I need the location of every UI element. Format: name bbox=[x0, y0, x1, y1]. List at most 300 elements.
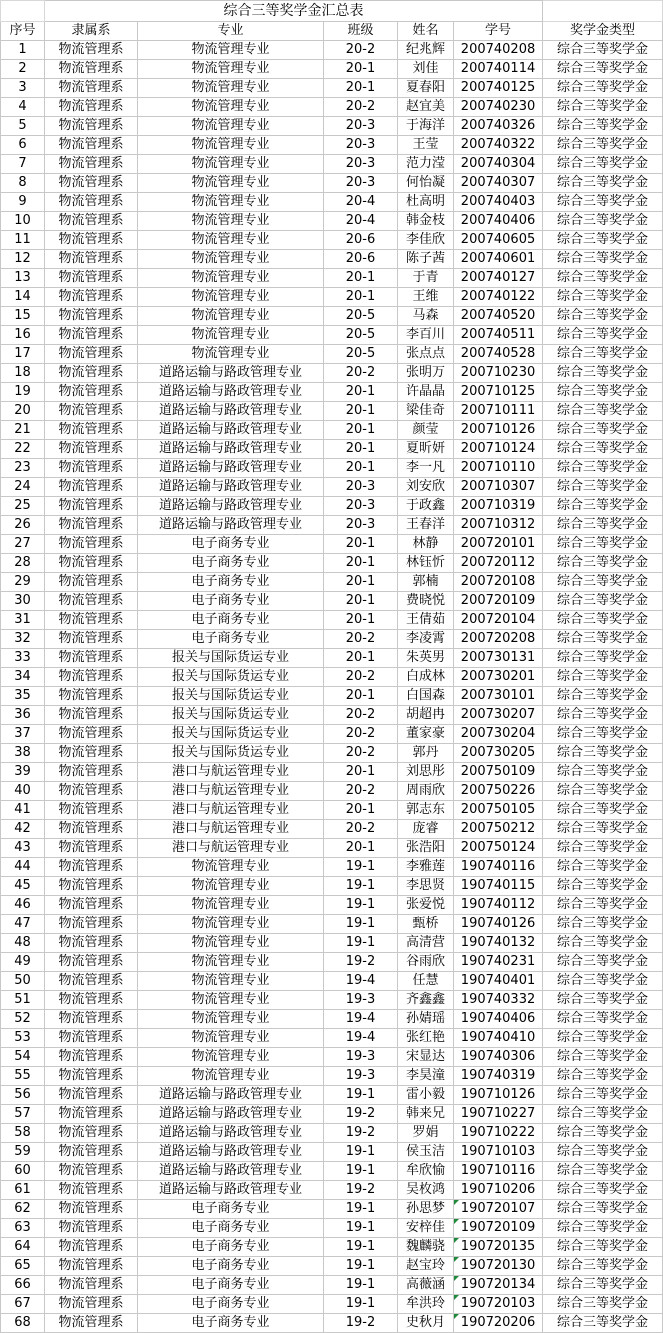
cell-department[interactable]: 物流管理系 bbox=[45, 288, 138, 307]
cell-department[interactable]: 物流管理系 bbox=[45, 1200, 138, 1219]
table-title[interactable]: 综合三等奖学金汇总表 bbox=[45, 1, 543, 22]
cell-student-id[interactable]: 200740127 bbox=[454, 269, 543, 288]
cell-department[interactable]: 物流管理系 bbox=[45, 421, 138, 440]
cell-scholarship-type[interactable]: 综合三等奖学金 bbox=[543, 1200, 663, 1219]
cell-name[interactable]: 王莹 bbox=[398, 136, 454, 155]
cell-student-id[interactable]: 200710124 bbox=[454, 440, 543, 459]
cell-student-id[interactable]: 190740306 bbox=[454, 1048, 543, 1067]
cell-student-id[interactable]: 190720135 bbox=[454, 1238, 543, 1257]
cell-scholarship-type[interactable]: 综合三等奖学金 bbox=[543, 972, 663, 991]
cell-department[interactable]: 物流管理系 bbox=[45, 212, 138, 231]
cell-index[interactable]: 39 bbox=[1, 763, 45, 782]
cell-scholarship-type[interactable]: 综合三等奖学金 bbox=[543, 516, 663, 535]
cell-name[interactable]: 刘思彤 bbox=[398, 763, 454, 782]
cell-department[interactable]: 物流管理系 bbox=[45, 269, 138, 288]
cell-name[interactable]: 许晶晶 bbox=[398, 383, 454, 402]
cell-class[interactable]: 19-1 bbox=[324, 1143, 398, 1162]
cell-major[interactable]: 道路运输与路政管理专业 bbox=[138, 364, 324, 383]
title-blank-cell[interactable] bbox=[1, 1, 45, 22]
cell-name[interactable]: 朱英男 bbox=[398, 649, 454, 668]
cell-name[interactable]: 白国森 bbox=[398, 687, 454, 706]
cell-major[interactable]: 电子商务专业 bbox=[138, 611, 324, 630]
cell-name[interactable]: 孙婧瑶 bbox=[398, 1010, 454, 1029]
cell-student-id[interactable]: 190720134 bbox=[454, 1276, 543, 1295]
cell-scholarship-type[interactable]: 综合三等奖学金 bbox=[543, 801, 663, 820]
cell-index[interactable]: 45 bbox=[1, 877, 45, 896]
cell-index[interactable]: 57 bbox=[1, 1105, 45, 1124]
cell-scholarship-type[interactable]: 综合三等奖学金 bbox=[543, 98, 663, 117]
cell-scholarship-type[interactable]: 综合三等奖学金 bbox=[543, 250, 663, 269]
cell-department[interactable]: 物流管理系 bbox=[45, 307, 138, 326]
cell-major[interactable]: 报关与国际货运专业 bbox=[138, 649, 324, 668]
cell-name[interactable]: 侯玉洁 bbox=[398, 1143, 454, 1162]
cell-index[interactable]: 3 bbox=[1, 79, 45, 98]
cell-index[interactable]: 15 bbox=[1, 307, 45, 326]
cell-student-id[interactable]: 200730101 bbox=[454, 687, 543, 706]
cell-major[interactable]: 电子商务专业 bbox=[138, 1200, 324, 1219]
cell-student-id[interactable]: 200710307 bbox=[454, 478, 543, 497]
cell-student-id[interactable]: 190710227 bbox=[454, 1105, 543, 1124]
cell-class[interactable]: 19-1 bbox=[324, 877, 398, 896]
cell-class[interactable]: 19-2 bbox=[324, 1181, 398, 1200]
cell-department[interactable]: 物流管理系 bbox=[45, 877, 138, 896]
cell-student-id[interactable]: 190740132 bbox=[454, 934, 543, 953]
cell-index[interactable]: 21 bbox=[1, 421, 45, 440]
cell-index[interactable]: 41 bbox=[1, 801, 45, 820]
cell-major[interactable]: 港口与航运管理专业 bbox=[138, 820, 324, 839]
cell-name[interactable]: 夏昕妍 bbox=[398, 440, 454, 459]
cell-scholarship-type[interactable]: 综合三等奖学金 bbox=[543, 687, 663, 706]
cell-index[interactable]: 68 bbox=[1, 1314, 45, 1333]
cell-department[interactable]: 物流管理系 bbox=[45, 98, 138, 117]
cell-student-id[interactable]: 200740322 bbox=[454, 136, 543, 155]
cell-name[interactable]: 梁佳奇 bbox=[398, 402, 454, 421]
cell-scholarship-type[interactable]: 综合三等奖学金 bbox=[543, 782, 663, 801]
cell-index[interactable]: 27 bbox=[1, 535, 45, 554]
cell-class[interactable]: 19-3 bbox=[324, 1067, 398, 1086]
cell-department[interactable]: 物流管理系 bbox=[45, 763, 138, 782]
cell-index[interactable]: 64 bbox=[1, 1238, 45, 1257]
cell-scholarship-type[interactable]: 综合三等奖学金 bbox=[543, 934, 663, 953]
cell-major[interactable]: 物流管理专业 bbox=[138, 972, 324, 991]
cell-department[interactable]: 物流管理系 bbox=[45, 440, 138, 459]
cell-index[interactable]: 55 bbox=[1, 1067, 45, 1086]
cell-name[interactable]: 张浩阳 bbox=[398, 839, 454, 858]
cell-student-id[interactable]: 190740231 bbox=[454, 953, 543, 972]
cell-department[interactable]: 物流管理系 bbox=[45, 725, 138, 744]
cell-name[interactable]: 李昊潼 bbox=[398, 1067, 454, 1086]
cell-major[interactable]: 报关与国际货运专业 bbox=[138, 668, 324, 687]
cell-student-id[interactable]: 200740601 bbox=[454, 250, 543, 269]
cell-class[interactable]: 20-1 bbox=[324, 535, 398, 554]
cell-class[interactable]: 20-3 bbox=[324, 136, 398, 155]
cell-class[interactable]: 19-2 bbox=[324, 1105, 398, 1124]
cell-student-id[interactable]: 200730207 bbox=[454, 706, 543, 725]
cell-scholarship-type[interactable]: 综合三等奖学金 bbox=[543, 1086, 663, 1105]
cell-index[interactable]: 32 bbox=[1, 630, 45, 649]
cell-index[interactable]: 10 bbox=[1, 212, 45, 231]
cell-scholarship-type[interactable]: 综合三等奖学金 bbox=[543, 858, 663, 877]
cell-major[interactable]: 电子商务专业 bbox=[138, 1238, 324, 1257]
cell-major[interactable]: 道路运输与路政管理专业 bbox=[138, 1086, 324, 1105]
cell-index[interactable]: 8 bbox=[1, 174, 45, 193]
cell-student-id[interactable]: 200750124 bbox=[454, 839, 543, 858]
cell-scholarship-type[interactable]: 综合三等奖学金 bbox=[543, 1314, 663, 1333]
cell-student-id[interactable]: 200740520 bbox=[454, 307, 543, 326]
cell-class[interactable]: 19-4 bbox=[324, 1029, 398, 1048]
cell-department[interactable]: 物流管理系 bbox=[45, 1086, 138, 1105]
cell-name[interactable]: 李一凡 bbox=[398, 459, 454, 478]
cell-class[interactable]: 20-2 bbox=[324, 820, 398, 839]
cell-index[interactable]: 22 bbox=[1, 440, 45, 459]
cell-student-id[interactable]: 200740125 bbox=[454, 79, 543, 98]
cell-name[interactable]: 于海洋 bbox=[398, 117, 454, 136]
cell-class[interactable]: 19-1 bbox=[324, 1276, 398, 1295]
cell-name[interactable]: 刘佳 bbox=[398, 60, 454, 79]
cell-student-id[interactable]: 200720208 bbox=[454, 630, 543, 649]
cell-scholarship-type[interactable]: 综合三等奖学金 bbox=[543, 41, 663, 60]
cell-department[interactable]: 物流管理系 bbox=[45, 1238, 138, 1257]
cell-scholarship-type[interactable]: 综合三等奖学金 bbox=[543, 1048, 663, 1067]
cell-department[interactable]: 物流管理系 bbox=[45, 1314, 138, 1333]
cell-scholarship-type[interactable]: 综合三等奖学金 bbox=[543, 668, 663, 687]
cell-class[interactable]: 20-1 bbox=[324, 421, 398, 440]
cell-department[interactable]: 物流管理系 bbox=[45, 1295, 138, 1314]
cell-name[interactable]: 李思贤 bbox=[398, 877, 454, 896]
cell-index[interactable]: 51 bbox=[1, 991, 45, 1010]
cell-class[interactable]: 19-2 bbox=[324, 1124, 398, 1143]
cell-name[interactable]: 刘安欣 bbox=[398, 478, 454, 497]
cell-student-id[interactable]: 200710126 bbox=[454, 421, 543, 440]
cell-student-id[interactable]: 200720104 bbox=[454, 611, 543, 630]
cell-scholarship-type[interactable]: 综合三等奖学金 bbox=[543, 630, 663, 649]
cell-name[interactable]: 李百川 bbox=[398, 326, 454, 345]
cell-major[interactable]: 道路运输与路政管理专业 bbox=[138, 478, 324, 497]
cell-scholarship-type[interactable]: 综合三等奖学金 bbox=[543, 915, 663, 934]
cell-class[interactable]: 19-2 bbox=[324, 1314, 398, 1333]
cell-student-id[interactable]: 190740406 bbox=[454, 1010, 543, 1029]
cell-student-id[interactable]: 190720130 bbox=[454, 1257, 543, 1276]
cell-name[interactable]: 林钰忻 bbox=[398, 554, 454, 573]
cell-department[interactable]: 物流管理系 bbox=[45, 1219, 138, 1238]
cell-major[interactable]: 电子商务专业 bbox=[138, 630, 324, 649]
cell-class[interactable]: 20-1 bbox=[324, 288, 398, 307]
cell-department[interactable]: 物流管理系 bbox=[45, 592, 138, 611]
cell-class[interactable]: 19-1 bbox=[324, 896, 398, 915]
cell-class[interactable]: 19-1 bbox=[324, 1238, 398, 1257]
cell-major[interactable]: 道路运输与路政管理专业 bbox=[138, 383, 324, 402]
cell-student-id[interactable]: 200720109 bbox=[454, 592, 543, 611]
cell-scholarship-type[interactable]: 综合三等奖学金 bbox=[543, 174, 663, 193]
cell-major[interactable]: 道路运输与路政管理专业 bbox=[138, 440, 324, 459]
cell-scholarship-type[interactable]: 综合三等奖学金 bbox=[543, 478, 663, 497]
cell-student-id[interactable]: 200740605 bbox=[454, 231, 543, 250]
cell-class[interactable]: 20-3 bbox=[324, 497, 398, 516]
cell-scholarship-type[interactable]: 综合三等奖学金 bbox=[543, 744, 663, 763]
cell-class[interactable]: 20-1 bbox=[324, 440, 398, 459]
cell-scholarship-type[interactable]: 综合三等奖学金 bbox=[543, 79, 663, 98]
cell-major[interactable]: 道路运输与路政管理专业 bbox=[138, 459, 324, 478]
cell-major[interactable]: 物流管理专业 bbox=[138, 1048, 324, 1067]
cell-class[interactable]: 20-2 bbox=[324, 725, 398, 744]
cell-student-id[interactable]: 190740116 bbox=[454, 858, 543, 877]
cell-student-id[interactable]: 200750226 bbox=[454, 782, 543, 801]
cell-class[interactable]: 20-2 bbox=[324, 782, 398, 801]
cell-scholarship-type[interactable]: 综合三等奖学金 bbox=[543, 1143, 663, 1162]
header-index[interactable]: 序号 bbox=[1, 22, 45, 41]
cell-department[interactable]: 物流管理系 bbox=[45, 1029, 138, 1048]
cell-name[interactable]: 王春洋 bbox=[398, 516, 454, 535]
cell-student-id[interactable]: 200740307 bbox=[454, 174, 543, 193]
cell-class[interactable]: 19-1 bbox=[324, 1086, 398, 1105]
cell-major[interactable]: 物流管理专业 bbox=[138, 288, 324, 307]
cell-department[interactable]: 物流管理系 bbox=[45, 1257, 138, 1276]
cell-student-id[interactable]: 200740122 bbox=[454, 288, 543, 307]
cell-index[interactable]: 40 bbox=[1, 782, 45, 801]
cell-student-id[interactable]: 200740528 bbox=[454, 345, 543, 364]
cell-student-id[interactable]: 190740410 bbox=[454, 1029, 543, 1048]
cell-class[interactable]: 20-1 bbox=[324, 269, 398, 288]
cell-class[interactable]: 20-2 bbox=[324, 744, 398, 763]
cell-major[interactable]: 电子商务专业 bbox=[138, 1219, 324, 1238]
cell-department[interactable]: 物流管理系 bbox=[45, 155, 138, 174]
cell-major[interactable]: 港口与航运管理专业 bbox=[138, 801, 324, 820]
cell-department[interactable]: 物流管理系 bbox=[45, 79, 138, 98]
cell-major[interactable]: 港口与航运管理专业 bbox=[138, 763, 324, 782]
cell-major[interactable]: 物流管理专业 bbox=[138, 117, 324, 136]
cell-major[interactable]: 物流管理专业 bbox=[138, 877, 324, 896]
cell-name[interactable]: 高薇涵 bbox=[398, 1276, 454, 1295]
cell-scholarship-type[interactable]: 综合三等奖学金 bbox=[543, 991, 663, 1010]
cell-index[interactable]: 47 bbox=[1, 915, 45, 934]
cell-student-id[interactable]: 200750109 bbox=[454, 763, 543, 782]
cell-class[interactable]: 19-1 bbox=[324, 1257, 398, 1276]
cell-index[interactable]: 12 bbox=[1, 250, 45, 269]
cell-class[interactable]: 20-1 bbox=[324, 554, 398, 573]
cell-major[interactable]: 物流管理专业 bbox=[138, 41, 324, 60]
cell-student-id[interactable]: 190720103 bbox=[454, 1295, 543, 1314]
cell-name[interactable]: 甄桥 bbox=[398, 915, 454, 934]
cell-class[interactable]: 20-1 bbox=[324, 459, 398, 478]
cell-index[interactable]: 54 bbox=[1, 1048, 45, 1067]
cell-major[interactable]: 电子商务专业 bbox=[138, 535, 324, 554]
cell-student-id[interactable]: 200740208 bbox=[454, 41, 543, 60]
cell-index[interactable]: 16 bbox=[1, 326, 45, 345]
cell-name[interactable]: 于政鑫 bbox=[398, 497, 454, 516]
cell-student-id[interactable]: 200750105 bbox=[454, 801, 543, 820]
cell-student-id[interactable]: 200740511 bbox=[454, 326, 543, 345]
cell-index[interactable]: 37 bbox=[1, 725, 45, 744]
cell-index[interactable]: 6 bbox=[1, 136, 45, 155]
cell-class[interactable]: 20-2 bbox=[324, 630, 398, 649]
cell-scholarship-type[interactable]: 综合三等奖学金 bbox=[543, 1010, 663, 1029]
cell-index[interactable]: 1 bbox=[1, 41, 45, 60]
cell-student-id[interactable]: 200730131 bbox=[454, 649, 543, 668]
cell-student-id[interactable]: 200740406 bbox=[454, 212, 543, 231]
cell-department[interactable]: 物流管理系 bbox=[45, 668, 138, 687]
cell-student-id[interactable]: 190740319 bbox=[454, 1067, 543, 1086]
cell-index[interactable]: 60 bbox=[1, 1162, 45, 1181]
cell-name[interactable]: 郭楠 bbox=[398, 573, 454, 592]
cell-student-id[interactable]: 200720112 bbox=[454, 554, 543, 573]
cell-major[interactable]: 物流管理专业 bbox=[138, 934, 324, 953]
cell-department[interactable]: 物流管理系 bbox=[45, 706, 138, 725]
cell-class[interactable]: 20-6 bbox=[324, 231, 398, 250]
cell-department[interactable]: 物流管理系 bbox=[45, 1124, 138, 1143]
cell-department[interactable]: 物流管理系 bbox=[45, 1010, 138, 1029]
cell-class[interactable]: 19-1 bbox=[324, 1295, 398, 1314]
cell-index[interactable]: 13 bbox=[1, 269, 45, 288]
cell-scholarship-type[interactable]: 综合三等奖学金 bbox=[543, 212, 663, 231]
cell-index[interactable]: 24 bbox=[1, 478, 45, 497]
cell-student-id[interactable]: 200730201 bbox=[454, 668, 543, 687]
cell-department[interactable]: 物流管理系 bbox=[45, 1048, 138, 1067]
cell-major[interactable]: 物流管理专业 bbox=[138, 155, 324, 174]
cell-major[interactable]: 报关与国际货运专业 bbox=[138, 725, 324, 744]
cell-index[interactable]: 18 bbox=[1, 364, 45, 383]
cell-scholarship-type[interactable]: 综合三等奖学金 bbox=[543, 459, 663, 478]
cell-index[interactable]: 11 bbox=[1, 231, 45, 250]
cell-name[interactable]: 王倩茹 bbox=[398, 611, 454, 630]
title-blank-cell[interactable] bbox=[543, 1, 663, 22]
cell-major[interactable]: 道路运输与路政管理专业 bbox=[138, 1162, 324, 1181]
cell-scholarship-type[interactable]: 综合三等奖学金 bbox=[543, 554, 663, 573]
cell-name[interactable]: 韩来兄 bbox=[398, 1105, 454, 1124]
cell-class[interactable]: 19-1 bbox=[324, 1219, 398, 1238]
cell-major[interactable]: 电子商务专业 bbox=[138, 1276, 324, 1295]
cell-major[interactable]: 物流管理专业 bbox=[138, 269, 324, 288]
cell-index[interactable]: 67 bbox=[1, 1295, 45, 1314]
cell-student-id[interactable]: 200750212 bbox=[454, 820, 543, 839]
cell-class[interactable]: 20-3 bbox=[324, 478, 398, 497]
cell-scholarship-type[interactable]: 综合三等奖学金 bbox=[543, 421, 663, 440]
cell-name[interactable]: 颜莹 bbox=[398, 421, 454, 440]
cell-department[interactable]: 物流管理系 bbox=[45, 193, 138, 212]
cell-student-id[interactable]: 190740401 bbox=[454, 972, 543, 991]
cell-major[interactable]: 物流管理专业 bbox=[138, 174, 324, 193]
cell-major[interactable]: 物流管理专业 bbox=[138, 326, 324, 345]
cell-department[interactable]: 物流管理系 bbox=[45, 991, 138, 1010]
cell-department[interactable]: 物流管理系 bbox=[45, 383, 138, 402]
cell-index[interactable]: 50 bbox=[1, 972, 45, 991]
cell-name[interactable]: 韩金枝 bbox=[398, 212, 454, 231]
cell-name[interactable]: 李佳欣 bbox=[398, 231, 454, 250]
cell-class[interactable]: 20-2 bbox=[324, 364, 398, 383]
cell-index[interactable]: 2 bbox=[1, 60, 45, 79]
cell-scholarship-type[interactable]: 综合三等奖学金 bbox=[543, 60, 663, 79]
cell-department[interactable]: 物流管理系 bbox=[45, 535, 138, 554]
cell-name[interactable]: 任慧 bbox=[398, 972, 454, 991]
cell-scholarship-type[interactable]: 综合三等奖学金 bbox=[543, 649, 663, 668]
cell-class[interactable]: 20-1 bbox=[324, 60, 398, 79]
cell-scholarship-type[interactable]: 综合三等奖学金 bbox=[543, 592, 663, 611]
cell-department[interactable]: 物流管理系 bbox=[45, 497, 138, 516]
cell-class[interactable]: 20-1 bbox=[324, 649, 398, 668]
cell-name[interactable]: 范力滢 bbox=[398, 155, 454, 174]
cell-scholarship-type[interactable]: 综合三等奖学金 bbox=[543, 1219, 663, 1238]
cell-index[interactable]: 42 bbox=[1, 820, 45, 839]
cell-name[interactable]: 胡超冉 bbox=[398, 706, 454, 725]
cell-scholarship-type[interactable]: 综合三等奖学金 bbox=[543, 1295, 663, 1314]
cell-scholarship-type[interactable]: 综合三等奖学金 bbox=[543, 1105, 663, 1124]
cell-scholarship-type[interactable]: 综合三等奖学金 bbox=[543, 402, 663, 421]
cell-student-id[interactable]: 200710125 bbox=[454, 383, 543, 402]
cell-major[interactable]: 电子商务专业 bbox=[138, 1314, 324, 1333]
cell-student-id[interactable]: 190740115 bbox=[454, 877, 543, 896]
cell-department[interactable]: 物流管理系 bbox=[45, 934, 138, 953]
cell-department[interactable]: 物流管理系 bbox=[45, 953, 138, 972]
cell-student-id[interactable]: 200740326 bbox=[454, 117, 543, 136]
cell-department[interactable]: 物流管理系 bbox=[45, 820, 138, 839]
cell-major[interactable]: 物流管理专业 bbox=[138, 136, 324, 155]
cell-department[interactable]: 物流管理系 bbox=[45, 136, 138, 155]
cell-name[interactable]: 张点点 bbox=[398, 345, 454, 364]
cell-major[interactable]: 道路运输与路政管理专业 bbox=[138, 421, 324, 440]
cell-department[interactable]: 物流管理系 bbox=[45, 896, 138, 915]
cell-scholarship-type[interactable]: 综合三等奖学金 bbox=[543, 307, 663, 326]
cell-student-id[interactable]: 200740114 bbox=[454, 60, 543, 79]
cell-class[interactable]: 19-1 bbox=[324, 1162, 398, 1181]
cell-major[interactable]: 物流管理专业 bbox=[138, 915, 324, 934]
cell-department[interactable]: 物流管理系 bbox=[45, 41, 138, 60]
cell-major[interactable]: 物流管理专业 bbox=[138, 307, 324, 326]
cell-scholarship-type[interactable]: 综合三等奖学金 bbox=[543, 706, 663, 725]
cell-department[interactable]: 物流管理系 bbox=[45, 345, 138, 364]
cell-major[interactable]: 物流管理专业 bbox=[138, 98, 324, 117]
cell-name[interactable]: 郭志东 bbox=[398, 801, 454, 820]
cell-index[interactable]: 14 bbox=[1, 288, 45, 307]
cell-index[interactable]: 28 bbox=[1, 554, 45, 573]
cell-student-id[interactable]: 190710116 bbox=[454, 1162, 543, 1181]
cell-name[interactable]: 夏春阳 bbox=[398, 79, 454, 98]
cell-department[interactable]: 物流管理系 bbox=[45, 649, 138, 668]
cell-class[interactable]: 20-3 bbox=[324, 117, 398, 136]
cell-name[interactable]: 雷小毅 bbox=[398, 1086, 454, 1105]
cell-class[interactable]: 20-5 bbox=[324, 307, 398, 326]
cell-student-id[interactable]: 200730204 bbox=[454, 725, 543, 744]
cell-index[interactable]: 63 bbox=[1, 1219, 45, 1238]
cell-index[interactable]: 58 bbox=[1, 1124, 45, 1143]
cell-class[interactable]: 20-1 bbox=[324, 839, 398, 858]
cell-class[interactable]: 20-6 bbox=[324, 250, 398, 269]
cell-name[interactable]: 史秋月 bbox=[398, 1314, 454, 1333]
cell-scholarship-type[interactable]: 综合三等奖学金 bbox=[543, 231, 663, 250]
cell-scholarship-type[interactable]: 综合三等奖学金 bbox=[543, 383, 663, 402]
cell-name[interactable]: 张明万 bbox=[398, 364, 454, 383]
cell-index[interactable]: 30 bbox=[1, 592, 45, 611]
cell-class[interactable]: 20-2 bbox=[324, 41, 398, 60]
cell-name[interactable]: 董家豪 bbox=[398, 725, 454, 744]
cell-major[interactable]: 物流管理专业 bbox=[138, 193, 324, 212]
cell-class[interactable]: 19-1 bbox=[324, 1200, 398, 1219]
cell-student-id[interactable]: 200740230 bbox=[454, 98, 543, 117]
cell-class[interactable]: 19-1 bbox=[324, 858, 398, 877]
cell-department[interactable]: 物流管理系 bbox=[45, 326, 138, 345]
cell-class[interactable]: 20-1 bbox=[324, 611, 398, 630]
cell-name[interactable]: 安梓佳 bbox=[398, 1219, 454, 1238]
cell-major[interactable]: 物流管理专业 bbox=[138, 1029, 324, 1048]
cell-scholarship-type[interactable]: 综合三等奖学金 bbox=[543, 1162, 663, 1181]
cell-name[interactable]: 张爱悦 bbox=[398, 896, 454, 915]
cell-department[interactable]: 物流管理系 bbox=[45, 231, 138, 250]
cell-major[interactable]: 道路运输与路政管理专业 bbox=[138, 1105, 324, 1124]
cell-name[interactable]: 罗娟 bbox=[398, 1124, 454, 1143]
cell-name[interactable]: 郭丹 bbox=[398, 744, 454, 763]
cell-index[interactable]: 66 bbox=[1, 1276, 45, 1295]
cell-scholarship-type[interactable]: 综合三等奖学金 bbox=[543, 440, 663, 459]
cell-scholarship-type[interactable]: 综合三等奖学金 bbox=[543, 288, 663, 307]
cell-department[interactable]: 物流管理系 bbox=[45, 478, 138, 497]
